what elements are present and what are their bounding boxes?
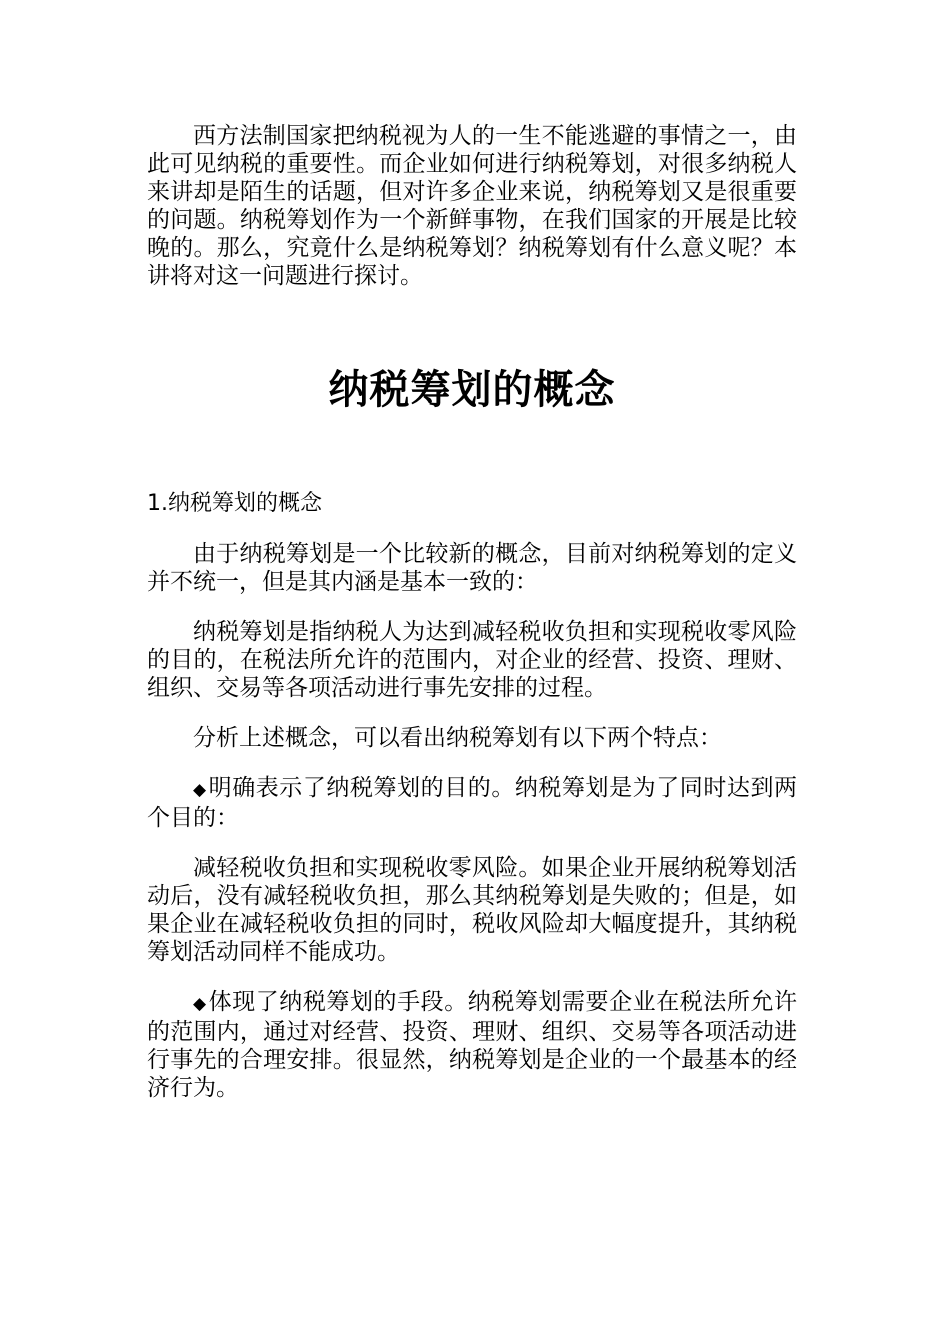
page-title: 纳税筹划的概念 — [328, 366, 616, 413]
section-heading: 1.纳税筹划的概念 — [147, 491, 322, 516]
bullet-item-purpose — [147, 774, 797, 832]
bullet-text-means: 体现了纳税筹划的手段。纳税筹划需要企业在税法所允许的范围内，通过对经营、投资、理财、组织、交易等各项活动进行事先的合理安排。很显然，纳税筹划是企业的一个最基本的经济行为。 — [147, 989, 798, 1101]
diamond-bullet-icon: ◆ — [193, 780, 207, 800]
features-intro-paragraph: 分析上述概念，可以看出纳税筹划有以下两个特点： — [193, 725, 722, 751]
definition-intro-paragraph: 由于纳税筹划是一个比较新的概念，目前对纳税筹划的定义并不统一，但是其内涵是基本一致的： — [147, 541, 797, 595]
diamond-bullet-icon: ◆ — [193, 994, 207, 1014]
bullet-text-purpose: 明确表示了纳税筹划的目的。纳税筹划是为了同时达到两个目的： — [147, 775, 798, 831]
bullet-item-means — [147, 988, 797, 1102]
intro-paragraph: 西方法制国家把纳税视为人的一生不能逃避的事情之一，由此可见纳税的重要性。而企业如何进行纳税筹划，对很多纳税人来讲却是陌生的话题，但对许多企业来说，纳税筹划又是很重要的问题。纳税筹划作为一个新鲜事物，在我们国家的开展是比较晚的。那么，究竟什么是纳税筹划？纳税筹划有什么意义呢？本讲将对这一问题进行探讨。 — [147, 123, 797, 289]
document-body — [147, 122, 797, 1102]
purpose-detail-paragraph: 减轻税收负担和实现税收零风险。如果企业开展纳税筹划活动后，没有减轻税收负担，那么其纳税筹划是失败的；但是，如果企业在减轻税收负担的同时，税收风险却大幅度提升，其纳税筹划活动同样不能成功。 — [147, 855, 797, 965]
definition-paragraph: 纳税筹划是指纳税人为达到减轻税收负担和实现税收零风险的目的，在税法所允许的范围内，对企业的经营、投资、理财、组织、交易等各项活动进行事先安排的过程。 — [147, 619, 797, 701]
